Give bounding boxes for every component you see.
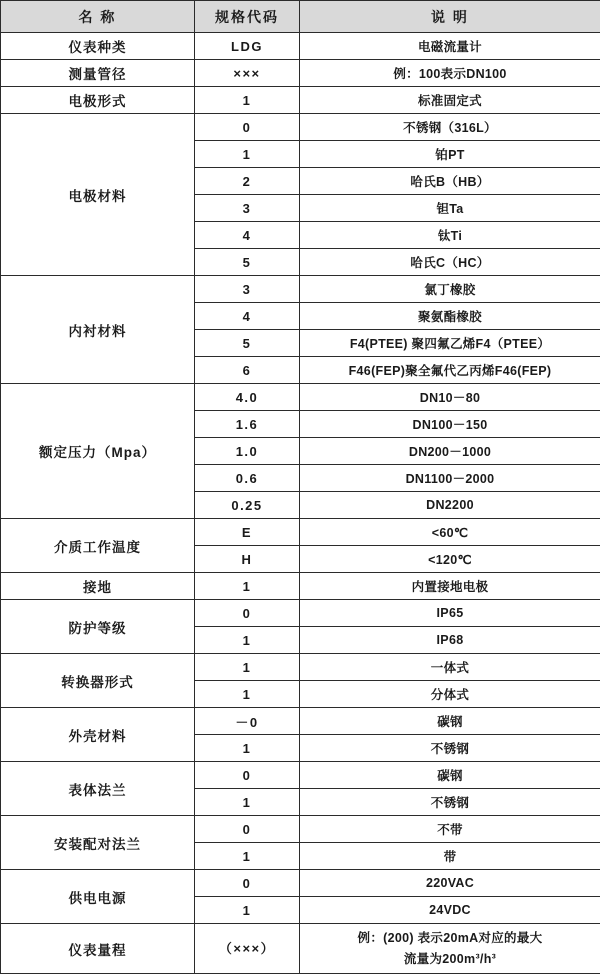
row-code-cell: 1.6 [195, 411, 300, 438]
row-code-cell: 0 [195, 600, 300, 627]
row-description-cell: DN1100－2000 [300, 465, 600, 492]
row-name-cell: 接地 [1, 573, 195, 600]
row-code-cell: 4 [195, 303, 300, 330]
row-code-cell: 1 [195, 789, 300, 816]
row-name-cell: 测量管径 [1, 60, 195, 87]
table-row [1, 114, 600, 141]
row-description-cell: DN100－150 [300, 411, 600, 438]
row-name-cell: 转换器形式 [1, 654, 195, 708]
row-description-cell: 氯丁橡胶 [300, 276, 600, 303]
row-code-cell: 0 [195, 870, 300, 897]
row-description-cell: 标准固定式 [300, 87, 600, 114]
row-name-cell: 额定压力（Mpa） [1, 384, 195, 519]
row-code-cell: 0 [195, 762, 300, 789]
table-row [1, 276, 600, 303]
row-code-cell: 1 [195, 843, 300, 870]
row-code-cell: 3 [195, 276, 300, 303]
row-code-cell: 5 [195, 249, 300, 276]
table-row [1, 654, 600, 681]
row-name-cell: 外壳材料 [1, 708, 195, 762]
row-name-cell: 仪表量程 [1, 924, 195, 974]
row-description-cell: 碳钢 [300, 708, 600, 735]
row-name-cell: 介质工作温度 [1, 519, 195, 573]
row-description-cell: 钛Ti [300, 222, 600, 249]
row-code-cell: 0 [195, 816, 300, 843]
column-header-name: 名 称 [1, 1, 195, 33]
row-description-cell: F46(FEP)聚全氟代乙丙烯F46(FEP) [300, 357, 600, 384]
table-row [1, 924, 600, 974]
table-row [1, 573, 600, 600]
row-code-cell: 1.0 [195, 438, 300, 465]
row-code-cell: 1 [195, 627, 300, 654]
column-header-code: 规格代码 [195, 1, 300, 33]
table-row [1, 816, 600, 843]
row-code-cell: 4 [195, 222, 300, 249]
row-description-cell: 内置接地电极 [300, 573, 600, 600]
row-code-cell: LDG [195, 33, 300, 60]
row-description-cell: 24VDC [300, 897, 600, 924]
header-row [1, 1, 600, 33]
row-name-cell: 仪表种类 [1, 33, 195, 60]
row-code-cell: 5 [195, 330, 300, 357]
row-description-cell: 不锈钢 [300, 789, 600, 816]
table-row [1, 87, 600, 114]
row-code-cell: 2 [195, 168, 300, 195]
row-code-cell: 6 [195, 357, 300, 384]
row-description-cell: F4(PTEE) 聚四氟乙烯F4（PTEE） [300, 330, 600, 357]
row-description-cell: <120℃ [300, 546, 600, 573]
row-code-cell: H [195, 546, 300, 573]
row-code-cell: E [195, 519, 300, 546]
column-header-description: 说 明 [300, 1, 600, 33]
row-code-cell: 1 [195, 654, 300, 681]
row-description-cell: 一体式 [300, 654, 600, 681]
row-description-cell: 例：(200) 表示20mA对应的最大 流量为200m³/h³ [300, 924, 600, 974]
table-row [1, 60, 600, 87]
table-row [1, 870, 600, 897]
row-description-cell: 分体式 [300, 681, 600, 708]
row-name-cell: 表体法兰 [1, 762, 195, 816]
row-code-cell: 1 [195, 897, 300, 924]
row-description-cell: DN10－80 [300, 384, 600, 411]
row-description-cell: 220VAC [300, 870, 600, 897]
row-name-cell: 安装配对法兰 [1, 816, 195, 870]
row-code-cell: 1 [195, 735, 300, 762]
table-row [1, 519, 600, 546]
row-code-cell: 1 [195, 87, 300, 114]
row-name-cell: 防护等级 [1, 600, 195, 654]
row-code-cell: 0.6 [195, 465, 300, 492]
row-code-cell: 0 [195, 114, 300, 141]
row-code-cell: 1 [195, 141, 300, 168]
row-description-cell: 带 [300, 843, 600, 870]
row-code-cell: （×××） [195, 924, 300, 974]
row-code-cell: ××× [195, 60, 300, 87]
row-description-cell: 例：100表示DN100 [300, 60, 600, 87]
row-code-cell: 4.0 [195, 384, 300, 411]
row-code-cell: 3 [195, 195, 300, 222]
table-row [1, 33, 600, 60]
table-row [1, 708, 600, 735]
table-row [1, 384, 600, 411]
row-description-cell: DN200－1000 [300, 438, 600, 465]
table-row [1, 600, 600, 627]
row-description-cell: 碳钢 [300, 762, 600, 789]
row-description-cell: 不锈钢 [300, 735, 600, 762]
row-description-cell: 哈氏B（HB） [300, 168, 600, 195]
row-description-cell: DN2200 [300, 492, 600, 519]
table-body [1, 33, 600, 974]
table-header [1, 1, 600, 33]
row-description-cell: 铂PT [300, 141, 600, 168]
row-name-cell: 电极材料 [1, 114, 195, 276]
row-description-cell: 电磁流量计 [300, 33, 600, 60]
row-name-cell: 供电电源 [1, 870, 195, 924]
row-description-cell: IP65 [300, 600, 600, 627]
row-description-cell: 不锈钢（316L） [300, 114, 600, 141]
row-description-cell: 哈氏C（HC） [300, 249, 600, 276]
row-description-cell: <60℃ [300, 519, 600, 546]
row-name-cell: 内衬材料 [1, 276, 195, 384]
row-code-cell: 1 [195, 681, 300, 708]
row-code-cell: 1 [195, 573, 300, 600]
row-name-cell: 电极形式 [1, 87, 195, 114]
row-description-cell: 聚氨酯橡胶 [300, 303, 600, 330]
table-row [1, 762, 600, 789]
row-code-cell: 0.25 [195, 492, 300, 519]
row-description-cell: 不带 [300, 816, 600, 843]
row-code-cell: －0 [195, 708, 300, 735]
row-description-cell: 钽Ta [300, 195, 600, 222]
row-description-cell: IP68 [300, 627, 600, 654]
